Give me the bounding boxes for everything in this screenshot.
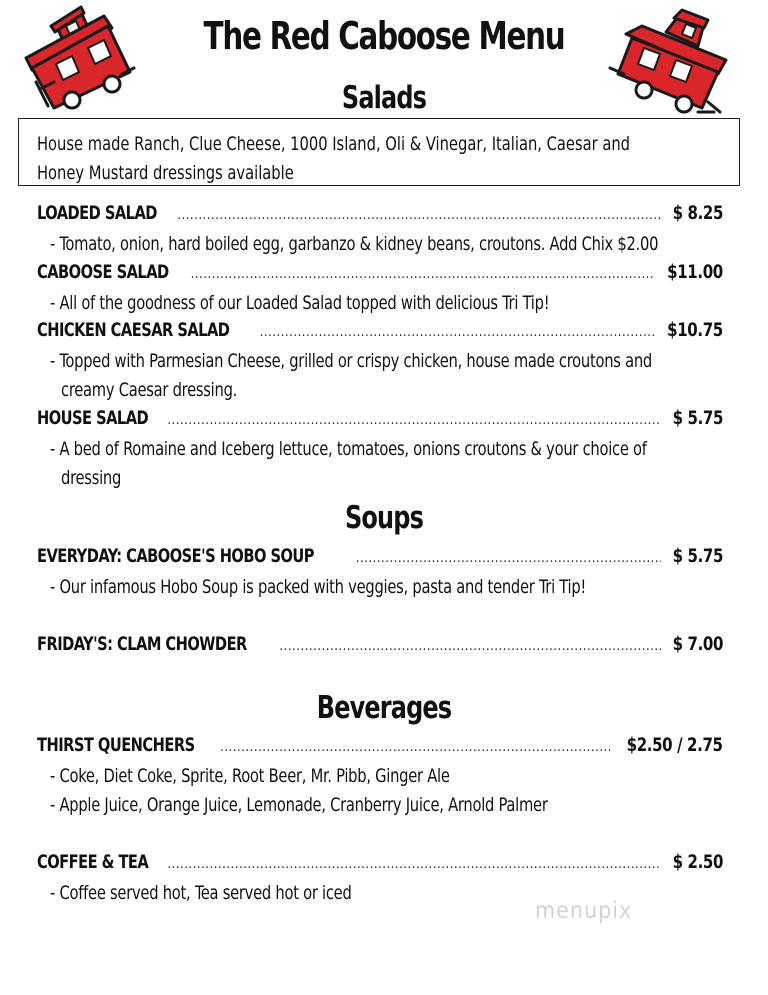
dot-leader — [167, 413, 661, 428]
item-description: - Apple Juice, Orange Juice, Lemonade, Cranberry Juice, Arnold Palmer — [50, 794, 548, 816]
item-price: $ 5.75 — [672, 546, 723, 567]
item-name: LOADED SALAD — [37, 203, 157, 224]
item-price: $2.50 / 2.75 — [627, 735, 723, 756]
dressing-info-text: House made Ranch, Clue Cheese, 1000 Island, Oli & Vinegar, Italian, Caesar and Honey Mustard dressings available — [37, 133, 630, 184]
item-description: - Tomato, onion, hard boiled egg, garbanzo & kidney beans, croutons. Add Chix $2.00 — [50, 233, 659, 255]
item-name: COFFEE & TEA — [37, 852, 149, 873]
menu-item-clam-chowder — [37, 634, 723, 658]
watermark: menupix — [535, 898, 633, 924]
item-name: EVERYDAY: CABOOSE'S HOBO SOUP — [37, 546, 314, 567]
item-name: CHICKEN CAESAR SALAD — [37, 320, 230, 341]
section-title-soups: Soups — [345, 500, 423, 536]
dot-leader — [356, 551, 661, 566]
item-name: FRIDAY'S: CLAM CHOWDER — [37, 634, 247, 655]
item-name: THIRST QUENCHERS — [37, 735, 195, 756]
menu-title: The Red Caboose Menu — [203, 14, 565, 58]
item-price: $ 7.00 — [672, 634, 723, 655]
section-title-salads: Salads — [341, 80, 427, 116]
item-description-cont: creamy Caesar dressing. — [61, 379, 238, 401]
dot-leader — [260, 325, 656, 340]
menu-item-chicken-caesar-salad — [37, 320, 723, 344]
item-description-cont: dressing — [61, 467, 122, 489]
item-description: - Topped with Parmesian Cheese, grilled or crispy chicken, house made croutons and — [50, 350, 652, 372]
dot-leader — [177, 208, 661, 223]
item-description: - Coffee served hot, Tea served hot or iced — [50, 882, 352, 904]
menu-item-coffee-tea — [37, 852, 723, 876]
item-description: - A bed of Romaine and Iceberg lettuce, tomatoes, onions croutons & your choice of — [50, 438, 647, 460]
item-description: - Coke, Diet Coke, Sprite, Root Beer, Mr. Pibb, Ginger Ale — [50, 765, 450, 787]
item-description: - All of the goodness of our Loaded Salad topped with delicious Tri Tip! — [50, 292, 550, 314]
menu-item-thirst-quenchers — [37, 735, 723, 759]
dot-leader — [191, 267, 656, 282]
dot-leader — [279, 639, 661, 654]
item-description: - Our infamous Hobo Soup is packed with veggies, pasta and tender Tri Tip! — [50, 576, 587, 598]
menu-item-hobo-soup — [37, 546, 723, 570]
menu-item-caboose-salad — [37, 262, 723, 286]
item-price: $ 2.50 — [672, 852, 723, 873]
dot-leader — [167, 857, 661, 872]
section-title-beverages: Beverages — [316, 690, 452, 726]
menu-item-house-salad — [37, 408, 723, 432]
item-name: HOUSE SALAD — [37, 408, 149, 429]
item-price: $11.00 — [667, 262, 723, 283]
item-price: $ 5.75 — [672, 408, 723, 429]
item-price: $10.75 — [667, 320, 723, 341]
dot-leader — [220, 740, 610, 755]
menu-item-loaded-salad — [37, 203, 723, 227]
item-price: $ 8.25 — [672, 203, 723, 224]
item-name: CABOOSE SALAD — [37, 262, 169, 283]
